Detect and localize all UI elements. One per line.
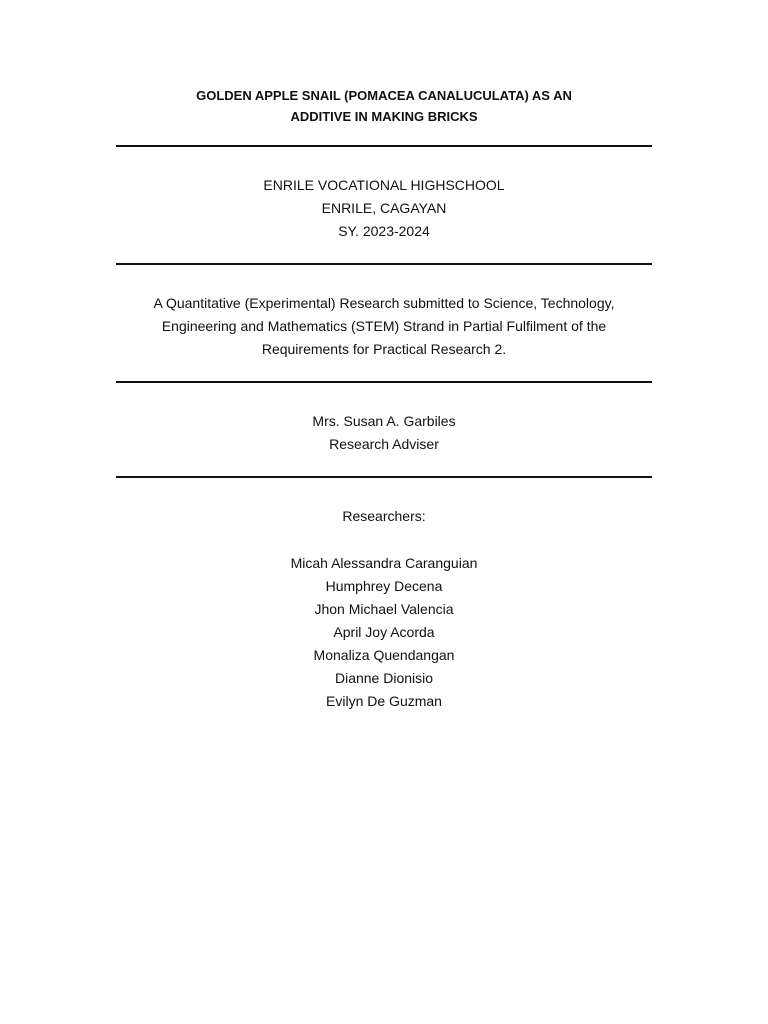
divider-rule	[116, 381, 652, 383]
adviser-name: Mrs. Susan A. Garbiles	[312, 413, 456, 429]
submission-statement	[116, 292, 652, 361]
divider-rule	[116, 145, 652, 147]
statement-line-2: Engineering and Mathematics (STEM) Strand in Partial Fulfilment of the	[161, 318, 607, 334]
school-location: ENRILE, CAGAYAN	[321, 200, 447, 216]
researcher-name: Monaliza Quendangan	[313, 647, 455, 663]
researcher-name: Evilyn De Guzman	[326, 693, 442, 709]
researchers-list	[116, 552, 652, 713]
researcher-name: April Joy Acorda	[333, 624, 435, 640]
researcher-name: Dianne Dionisio	[334, 670, 434, 686]
researcher-name: Humphrey Decena	[325, 578, 443, 594]
divider-rule	[116, 476, 652, 478]
divider-rule	[116, 263, 652, 265]
research-title-line-2: ADDITIVE IN MAKING BRICKS	[290, 109, 478, 124]
research-title	[116, 85, 652, 127]
adviser-info	[116, 410, 652, 456]
researchers-heading-text: Researchers:	[342, 508, 426, 524]
school-info	[116, 174, 652, 243]
statement-line-3: Requirements for Practical Research 2.	[261, 341, 507, 357]
school-name: ENRILE VOCATIONAL HIGHSCHOOL	[263, 177, 505, 193]
research-title-line-1: GOLDEN APPLE SNAIL (POMACEA CANALUCULATA) AS AN	[196, 88, 572, 103]
statement-line-1: A Quantitative (Experimental) Research submitted to Science, Technology,	[153, 295, 615, 311]
researcher-name: Jhon Michael Valencia	[314, 601, 454, 617]
researcher-name: Micah Alessandra Caranguian	[290, 555, 478, 571]
researchers-heading	[116, 505, 652, 528]
school-year: SY. 2023-2024	[338, 223, 430, 239]
adviser-role: Research Adviser	[329, 436, 439, 452]
